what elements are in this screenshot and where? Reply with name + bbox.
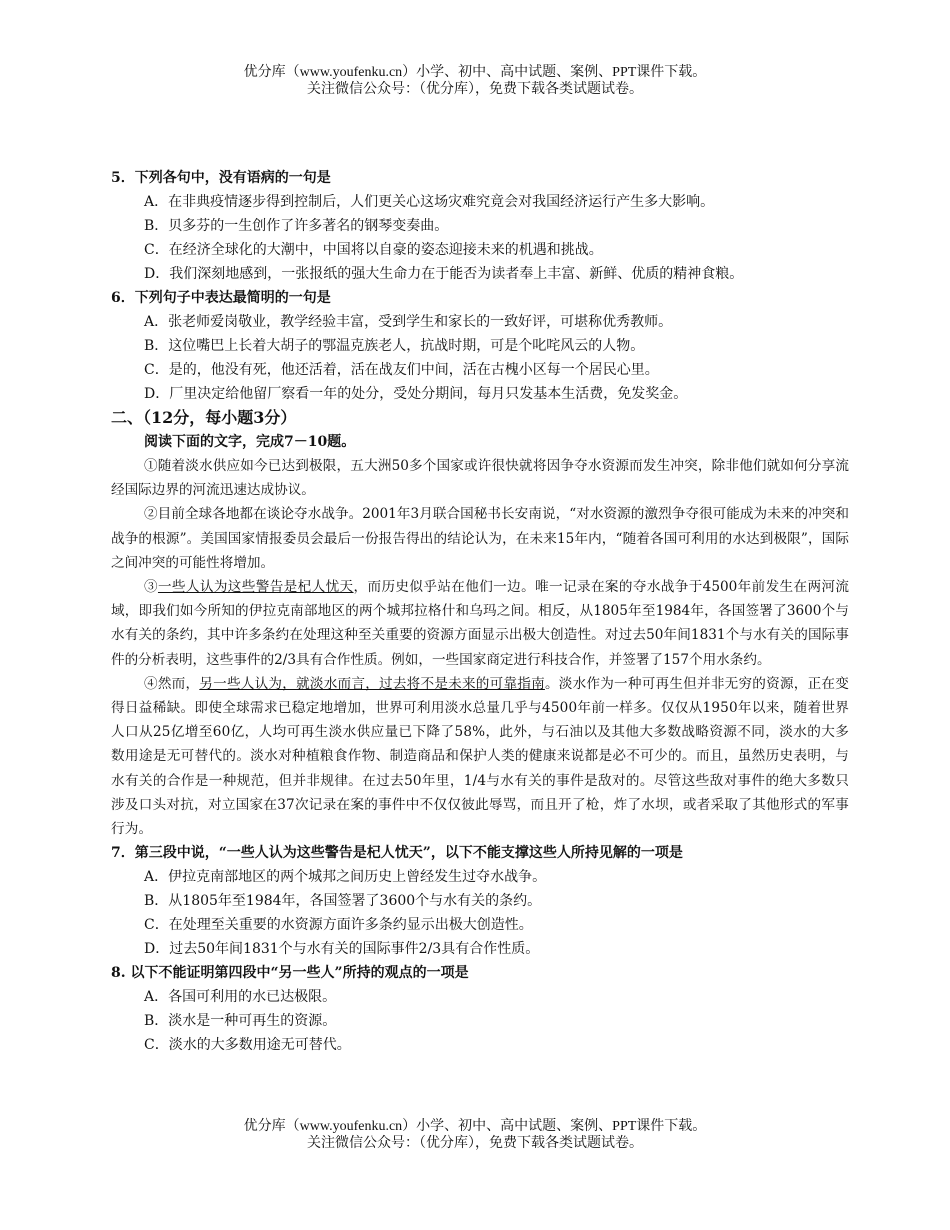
question-6-option-d: D．厂里决定给他留厂察看一年的处分，受处分期间，每月只发基本生活费，免发奖金。: [144, 386, 688, 402]
header-line-2: 关注微信公众号：（优分库），免费下载各类试题试卷。: [307, 82, 643, 97]
paragraph-3-rest: ，而历史似乎站在他们一边。唯一记录在案的夺水战争于4500年前发生在两河流域，即我们如今所知的伊拉克南部地区的两个城邦拉格什和乌玛之间。相反，从1805年至1984年，各国签署了3600个与水有关的条约，其中许多条约在处理这种至关重要的资源方面显示出极大创造性。对过去50年间1831个与水有关的国际事件的分析表明，这些事件的2/3具有合作性质。例如，一些国家商定进行科技合作，并签署了157个用水条约。: [111, 579, 850, 668]
question-8-option-b: B．淡水是一种可再生的资源。: [144, 1013, 337, 1030]
question-7-option-d: D．过去50年间1831个与水有关的国际事件2/3具有合作性质。: [144, 941, 540, 958]
page-header: [0, 64, 950, 98]
question-5-stem: 5．下列各句中，没有语病的一句是: [111, 170, 331, 186]
paragraph-4-prefix: ④然而，: [144, 675, 200, 692]
footer-line-1: 优分库（www.youfenku.cn）小学、初中、高中试题、案例、PPT课件下载。: [243, 1119, 707, 1134]
passage-paragraph-4: [111, 672, 849, 841]
question-8-stem: 8. 以下不能证明第四段中“另一些人”所持的观点的一项是: [111, 965, 469, 982]
question-7-stem: 7．第三段中说，“一些人认为这些警告是杞人忧天”，以下不能支撑这些人所持见解的一项是: [111, 845, 683, 862]
question-6-option-c: C．是的，他没有死，他还活着，活在战友们中间，活在古槐小区每一个居民心里。: [144, 362, 659, 378]
question-7-option-c: C．在处理至关重要的水资源方面许多条约显示出极大创造性。: [144, 917, 533, 934]
header-line-1: 优分库（www.youfenku.cn）小学、初中、高中试题、案例、PPT课件下载。: [243, 65, 707, 80]
section-2-title: 二、（12分，每小题3分）: [111, 408, 297, 427]
passage-paragraph-3: [111, 575, 849, 672]
question-8-option-c: C．淡水的大多数用途无可替代。: [144, 1037, 351, 1054]
passage-paragraph-1: ①随着淡水供应如今已达到极限，五大洲50多个国家或许很快就将因争夺水资源而发生冲突，除非他们就如何分享流经国际边界的河流迅速达成协议。: [111, 458, 849, 499]
paragraph-3-underlined: 一些人认为这些警告是杞人忧天: [157, 579, 354, 596]
paragraph-4-rest: 。淡水作为一种可再生但并非无穷的资源，正在变得日益稀缺。即使全球需求已稳定地增加，世界可利用淡水总量几乎与4500年前一样多。仅仅从1950年以来，随着世界人口从25亿增至60亿，人均可再生淡水供应量已下降了58%，此外，与石油以及其他大多数战略资源不同，淡水的大多数用途是无可替代的。淡水对种植粮食作物、制造商品和保护人类的健康来说都是必不可少的。而且，虽然历史表明，与水有关的合作是一种规范，但并非规律。在过去50年里，1/4与水有关的事件是敌对的。尽管这些敌对事件的绝大多数只涉及口头对抗，对立国家在37次记录在案的事件中不仅仅彼此辱骂，而且开了枪，炸了水坝，或者采取了其他形式的军事行为。: [111, 675, 849, 838]
paragraph-3-number: ③: [144, 579, 158, 596]
exam-content: [111, 166, 849, 1057]
question-5-option-c: C．在经济全球化的大潮中，中国将以自豪的姿态迎接未来的机遇和挑战。: [144, 242, 603, 258]
question-7-option-b: B．从1805年至1984年，各国签署了3600个与水有关的条约。: [144, 893, 542, 910]
question-6-stem: 6．下列句子中表达最简明的一句是: [111, 290, 331, 306]
question-6-option-b: B．这位嘴巴上长着大胡子的鄂温克族老人，抗战时期，可是个叱咤风云的人物。: [144, 338, 645, 354]
question-6-option-a: A．张老师爱岗敬业，教学经验丰富，受到学生和家长的一致好评，可堪称优秀教师。: [144, 314, 673, 330]
question-5-option-d: D．我们深刻地感到，一张报纸的强大生命力在于能否为读者奉上丰富、新鲜、优质的精神食粮。: [144, 266, 744, 282]
section-2-intro: 阅读下面的文字，完成7－10题。: [144, 434, 356, 450]
footer-line-2: 关注微信公众号：（优分库），免费下载各类试题试卷。: [307, 1136, 643, 1151]
question-5-option-a: A．在非典疫情逐步得到控制后，人们更关心这场灾难究竟会对我国经济运行产生多大影响。: [144, 194, 715, 210]
passage-paragraph-2: ②目前全球各地都在谈论夺水战争。2001年3月联合国秘书长安南说，“对水资源的激烈争夺很可能成为未来的冲突和战争的根源”。美国国家情报委员会最后一份报告得出的结论认为，在未来15年内，“随着各国可利用的水达到极限”，国际之间冲突的可能性将增加。: [111, 506, 849, 571]
question-8-option-a: A．各国可利用的水已达极限。: [144, 989, 337, 1006]
page-footer: [0, 1118, 950, 1152]
paragraph-4-underlined: 另一些人认为，就淡水而言，过去将不是未来的可靠指南: [199, 675, 545, 692]
question-7-option-a: A．伊拉克南部地区的两个城邦之间历史上曾经发生过夺水战争。: [144, 869, 547, 886]
question-5-option-b: B．贝多芬的一生创作了许多著名的钢琴变奏曲。: [144, 218, 449, 234]
